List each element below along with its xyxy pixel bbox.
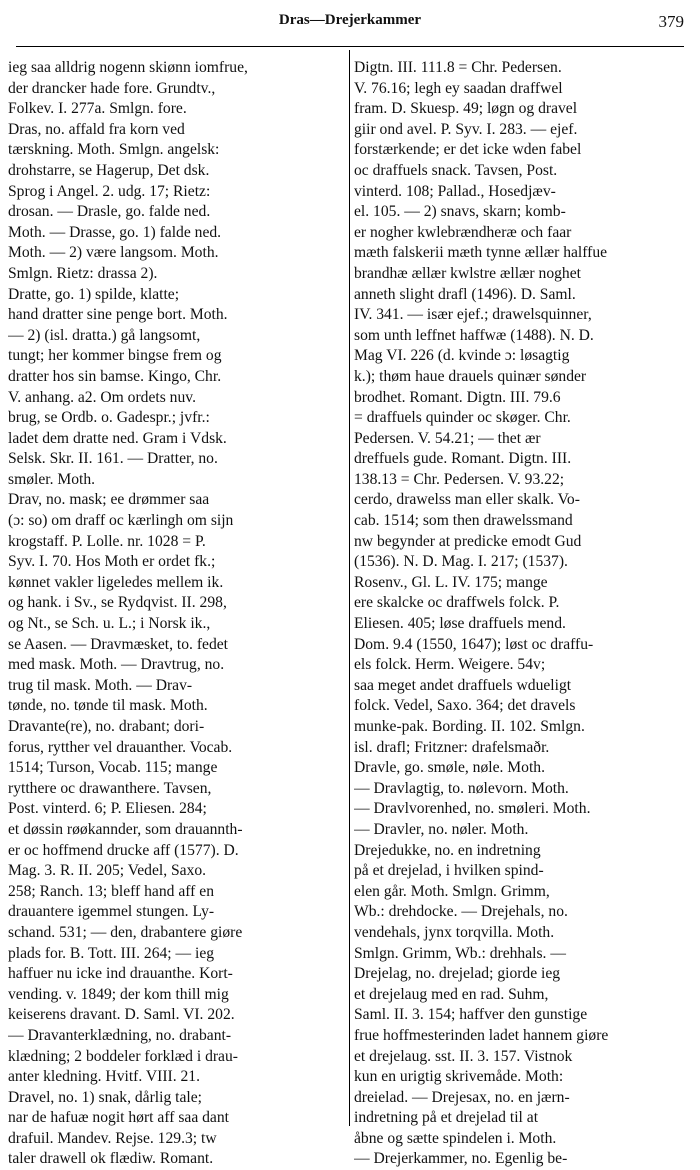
text-line: elen går. Moth. Smlgn. Grimm, — [354, 882, 550, 900]
text-line: (1536). N. D. Mag. I. 217; (1537). — [354, 553, 568, 571]
text-line: ieg saa alldrig nogenn skiønn iomfrue, — [8, 59, 248, 76]
text-line: Eliesen. 405; løse draffuels mend. — [354, 615, 566, 633]
text-line: som unth leffnet haffwæ (1488). N. D. — [354, 326, 594, 344]
text-line: Dravle, go. smøle, nøle. Moth. — [354, 759, 545, 777]
text-line: et døssin røøkannder, som drauannth- — [8, 820, 243, 838]
text-line: anter kledning. Hvitf. VIII. 21. — [8, 1068, 200, 1086]
text-line: indretning på et drejelad til at — [354, 1109, 539, 1127]
text-line: — Dravlagtig, to. nølevorn. Moth. — [354, 779, 569, 797]
text-line: tærskning. Moth. Smlgn. angelsk: — [8, 141, 220, 159]
text-line: kønnet vakler ligeledes mellem ik. — [8, 573, 224, 591]
running-head: Dras—Drejerkammer — [278, 12, 422, 28]
left-column — [8, 58, 338, 1170]
text-line: smøler. Moth. — [8, 470, 96, 488]
text-line: oc draffuels snack. Tavsen, Post. — [354, 161, 558, 179]
text-line: der drancker hade fore. Grundtv., — [8, 79, 216, 97]
text-line: nar de hafuæ nogit hørt aff saa dant — [8, 1109, 229, 1127]
text-line: = draffuels quinder oc skøger. Chr. — [354, 409, 571, 427]
text-line: vinterd. 108; Pallad., Hosedjæv- — [354, 182, 556, 200]
page-number: 379 — [658, 12, 684, 31]
text-line: Rosenv., Gl. L. IV. 175; mange — [354, 573, 548, 591]
text-line: cab. 1514; som then drawelssmand — [354, 512, 573, 530]
text-line: Wb.: drehdocke. — Drejehals, no. — [354, 903, 568, 921]
text-line: Saml. II. 3. 154; haffver den gunstige — [354, 1006, 588, 1024]
text-line: haffuer nu icke ind drauanthe. Kort- — [8, 965, 233, 983]
text-line: frue hoffmesterinden ladet hannem giøre — [354, 1026, 609, 1044]
text-line: Sprog i Angel. 2. udg. 17; Rietz: — [8, 182, 211, 200]
right-column — [354, 58, 684, 1170]
text-line: og Nt., se Sch. u. L.; i Norsk ik., — [8, 615, 211, 633]
text-line: keiserens dravant. D. Saml. VI. 202. — [8, 1006, 235, 1024]
text-line: er nogher kwlebrændheræ och faar — [354, 223, 572, 241]
text-line: brodhet. Romant. Digtn. III. 79.6 — [354, 388, 561, 406]
text-line: 258; Ranch. 13; bleff hand aff en — [8, 882, 214, 900]
text-line: klædning; 2 boddeler forklæd i drau- — [8, 1047, 238, 1065]
text-line: hand dratter sine penge bort. Moth. — [8, 306, 228, 324]
text-line: Folkev. I. 277a. Smlgn. fore. — [8, 100, 187, 118]
text-line: schand. 531; — den, drabantere giøre — [8, 923, 243, 941]
text-line: Digtn. III. 111.8 = Chr. Pedersen. — [354, 59, 562, 76]
text-line: Syv. I. 70. Hos Moth er ordet fk.; — [8, 553, 216, 571]
text-line: åbne og sætte spindelen i. Moth. — [354, 1129, 557, 1147]
text-line: drafuil. Mandev. Rejse. 129.3; tw — [8, 1129, 217, 1147]
text-line: brug, se Ordb. o. Gadespr.; jvfr.: — [8, 409, 210, 427]
text-line: (ɔ: so) om draff oc kærlingh om sijn — [8, 512, 234, 530]
text-line: Dras, no. affald fra korn ved — [8, 120, 185, 138]
text-line: tungt; her kommer bingse frem og — [8, 347, 222, 365]
text-line: forus, rytther vel drauanther. Vocab. — [8, 738, 233, 756]
page-header — [0, 12, 700, 36]
text-line: kun en urigtig skrivemåde. Moth: — [354, 1068, 564, 1086]
text-line: er oc hoffmend drucke aff (1577). D. — [8, 841, 239, 859]
text-line: se Aasen. — Dravmæsket, to. fedet — [8, 635, 228, 653]
text-line: isl. drafl; Fritzner: drafelsmaðr. — [354, 738, 550, 756]
text-line: og hank. i Sv., se Rydqvist. II. 298, — [8, 594, 227, 612]
text-line: drohstarre, se Hagerup, Det dsk. — [8, 161, 210, 179]
text-line: Drejedukke, no. en indretning — [354, 841, 541, 859]
text-line: anneth slight drafl (1496). D. Saml. — [354, 285, 576, 303]
text-line: V. anhang. a2. Om ordets nuv. — [8, 388, 196, 406]
text-line: rytthere oc drawanthere. Tavsen, — [8, 779, 212, 797]
text-line: 1514; Turson, Vocab. 115; mange — [8, 759, 218, 777]
text-line: dreielad. — Drejesax, no. en jærn- — [354, 1088, 570, 1106]
text-line: forstærkende; er det icke wden fabel — [354, 141, 582, 159]
text-line: cerdo, drawelss man eller skalk. Vo- — [354, 491, 580, 509]
text-line: folck. Vedel, Saxo. 364; det dravels — [354, 697, 576, 715]
text-line: på et drejelad, i hvilken spind- — [354, 862, 544, 880]
text-line: — Dravanterklædning, no. drabant- — [8, 1026, 232, 1044]
text-line: Mag. 3. R. II. 205; Vedel, Saxo. — [8, 862, 207, 880]
text-line: dratter hos sin bamse. Kingo, Chr. — [8, 367, 222, 385]
text-line: Mag VI. 226 (d. kvinde ɔ: løsagtig — [354, 347, 570, 365]
text-line: ladet dem dratte ned. Gram i Vdsk. — [8, 429, 227, 447]
text-line: dreffuels gude. Romant. Digtn. III. — [354, 450, 572, 468]
text-line: k.); thøm haue drauels quinær sønder — [354, 367, 587, 385]
text-line: et drejelaug med en rad. Suhm, — [354, 985, 549, 1003]
text-line: V. 76.16; legh ey saadan draffwel — [354, 79, 563, 97]
text-line: trug til mask. Moth. — Drav- — [8, 676, 193, 694]
text-line: Smlgn. Rietz: drassa 2). — [8, 264, 158, 282]
text-line: ere skalcke oc draffwels folck. P. — [354, 594, 560, 612]
header-rule — [16, 46, 684, 47]
text-line: krogstaff. P. Lolle. nr. 1028 = P. — [8, 532, 206, 550]
text-line: vending. v. 1849; der kom thill mig — [8, 985, 229, 1003]
text-line: med mask. Moth. — Dravtrug, no. — [8, 656, 225, 674]
text-line: mæth falskerii mæth tynne ællær halffue — [354, 244, 608, 262]
text-line: Drav, no. mask; ee drømmer saa — [8, 491, 210, 509]
column-divider — [349, 50, 350, 1126]
text-line: Dom. 9.4 (1550, 1647); løst oc draffu- — [354, 635, 594, 653]
text-line: taler drawell ok flædiw. Romant. — [8, 1150, 214, 1168]
text-line: Moth. — Drasse, go. 1) falde ned. — [8, 223, 222, 241]
text-line: brandhæ ællær kwlstre ællær noghet — [354, 264, 581, 282]
text-line: 138.13 = Chr. Pedersen. V. 93.22; — [354, 470, 565, 488]
text-line: drosan. — Drasle, go. falde ned. — [8, 203, 211, 221]
text-line: els folck. Herm. Weigere. 54v; — [354, 656, 546, 674]
text-line: — 2) (isl. dratta.) gå langsomt, — [8, 326, 201, 344]
text-line: — Dravlvorenhed, no. smøleri. Moth. — [354, 800, 591, 818]
text-line: drauantere igemmel stungen. Ly- — [8, 903, 215, 921]
text-line: fram. D. Skuesp. 49; løgn og dravel — [354, 100, 578, 118]
text-line: tønde, no. tønde til mask. Moth. — [8, 697, 208, 715]
text-line: vendehals, jynx torqvilla. Moth. — [354, 923, 555, 941]
text-line: Pedersen. V. 54.21; — thet ær — [354, 429, 541, 447]
text-line: Smlgn. Grimm, Wb.: drehhals. — — [354, 944, 566, 962]
text-line: giir ond avel. P. Syv. I. 283. — ejef. — [354, 120, 578, 138]
text-line: Selsk. Skr. II. 161. — Dratter, no. — [8, 450, 218, 468]
text-line: munke-pak. Bording. II. 102. Smlgn. — [354, 718, 585, 735]
text-line: Dravel, no. 1) snak, dårlig tale; — [8, 1088, 202, 1106]
text-line: plads for. B. Tott. III. 264; — ieg — [8, 944, 215, 962]
text-line: et drejelaug. sst. II. 3. 157. Vistnok — [354, 1047, 573, 1065]
text-line: saa meget andet draffuels wdueligt — [354, 676, 572, 694]
text-line: Post. vinterd. 6; P. Eliesen. 284; — [8, 800, 207, 818]
text-line: Dratte, go. 1) spilde, klatte; — [8, 285, 180, 303]
text-line: — Dravler, no. nøler. Moth. — [354, 820, 529, 838]
text-line: Drejelag, no. drejelad; giorde ieg — [354, 965, 561, 983]
text-line: Dravante(re), no. drabant; dori- — [8, 718, 205, 735]
text-line: IV. 341. — især ejef.; drawelsquinner, — [354, 306, 592, 324]
text-line: — Drejerkammer, no. Egenlig be- — [354, 1150, 568, 1168]
text-line: nw begynder at predicke emodt Gud — [354, 532, 582, 550]
text-line: Moth. — 2) være langsom. Moth. — [8, 244, 219, 262]
text-line: el. 105. — 2) snavs, skarn; komb- — [354, 203, 566, 221]
